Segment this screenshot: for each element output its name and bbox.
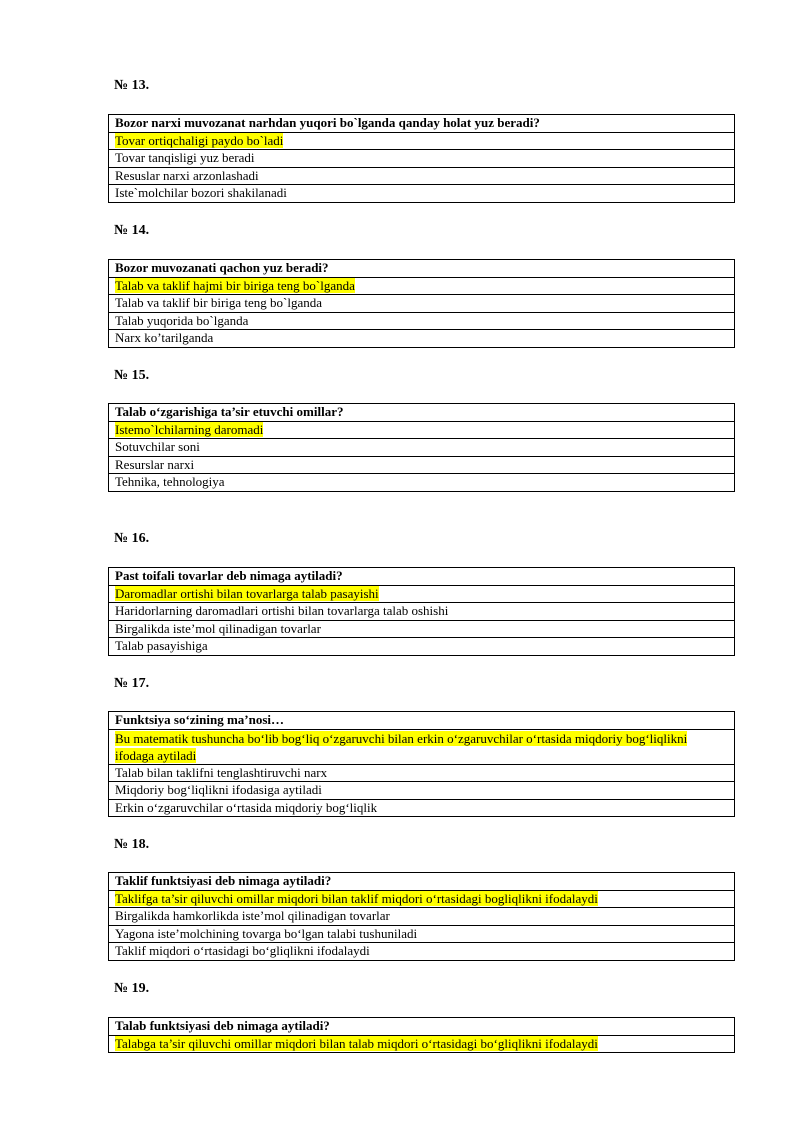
answer-option: Talab pasayishiga	[109, 638, 735, 656]
answer-option: Yagona iste’molchining tovarga bo‘lgan talabi tushuniladi	[109, 925, 735, 943]
question-number: № 14.	[114, 223, 150, 238]
answer-option: Talab yuqorida bo`lganda	[109, 312, 735, 330]
answer-option	[109, 421, 735, 439]
question-number: № 18.	[114, 837, 150, 852]
question-text: Funktsiya so‘zining ma’nosi…	[109, 712, 735, 730]
answer-option: Birgalikda iste’mol qilinadigan tovarlar	[109, 620, 735, 638]
question-number: № 13.	[114, 78, 150, 93]
question-number: № 15.	[114, 368, 150, 383]
answer-option: Erkin o‘zgaruvchilar o‘rtasida miqdoriy bog‘liqlik	[109, 799, 735, 817]
answer-option: Tovar tanqisligi yuz beradi	[109, 150, 735, 168]
answer-option	[109, 890, 735, 908]
answer-option: Resuslar narxi arzonlashadi	[109, 167, 735, 185]
question-table	[108, 872, 735, 961]
highlighted-answer-text: Taklifga ta’sir qiluvchi omillar miqdori bilan taklif miqdori o‘rtasidagi bogliqlikni ifodalaydi	[115, 890, 598, 906]
answer-option	[109, 729, 735, 764]
answer-option	[109, 1035, 735, 1053]
highlighted-answer-text: Talab va taklif hajmi bir biriga teng bo`lganda	[115, 277, 355, 293]
question-text: Bozor muvozanati qachon yuz beradi?	[109, 260, 735, 278]
highlighted-answer-text: Bu matematik tushuncha bo‘lib bog‘liq o‘zgaruvchi bilan erkin o‘zgaruvchilar o‘rtasida miqdoriy bog‘liqlikni ifodaga aytiladi	[115, 730, 688, 763]
answer-option	[109, 132, 735, 150]
highlighted-answer-text: Tovar ortiqchaligi paydo bo`ladi	[115, 132, 284, 148]
answer-option: Haridorlarning daromadlari ortishi bilan tovarlarga talab oshishi	[109, 603, 735, 621]
question-table	[108, 114, 735, 203]
answer-option: Talab bilan taklifni tenglashtiruvchi narx	[109, 764, 735, 782]
highlighted-answer-text: Istemo`lchilarning daromadi	[115, 421, 264, 437]
question-number: № 19.	[114, 981, 150, 996]
question-text: Talab funktsiyasi deb nimaga aytiladi?	[109, 1018, 735, 1036]
answer-option: Iste`molchilar bozori shakilanadi	[109, 185, 735, 203]
question-table	[108, 711, 735, 817]
answer-option: Birgalikda hamkorlikda iste’mol qilinadigan tovarlar	[109, 908, 735, 926]
question-table	[108, 259, 735, 348]
question-number: № 16.	[114, 531, 150, 546]
answer-option: Sotuvchilar soni	[109, 439, 735, 457]
question-number: № 17.	[114, 676, 150, 691]
question-table	[108, 403, 735, 492]
answer-option: Taklif miqdori o‘rtasidagi bo‘gliqlikni ifodalaydi	[109, 943, 735, 961]
answer-option: Resurslar narxi	[109, 456, 735, 474]
highlighted-answer-text: Talabga ta’sir qiluvchi omillar miqdori bilan talab miqdori o‘rtasidagi bo‘gliqlikni ifodalaydi	[115, 1035, 598, 1051]
question-table	[108, 567, 735, 656]
answer-option	[109, 277, 735, 295]
answer-option: Miqdoriy bog‘liqlikni ifodasiga aytiladi	[109, 782, 735, 800]
answer-option	[109, 585, 735, 603]
question-text: Talab o‘zgarishiga ta’sir etuvchi omillar?	[109, 404, 735, 422]
question-text: Taklif funktsiyasi deb nimaga aytiladi?	[109, 873, 735, 891]
question-text: Bozor narxi muvozanat narhdan yuqori bo`lganda qanday holat yuz beradi?	[109, 115, 735, 133]
answer-option: Narx ko’tarilganda	[109, 330, 735, 348]
answer-option: Talab va taklif bir biriga teng bo`lganda	[109, 295, 735, 313]
question-table	[108, 1017, 735, 1053]
question-text: Past toifali tovarlar deb nimaga aytiladi?	[109, 568, 735, 586]
answer-option: Tehnika, tehnologiya	[109, 474, 735, 492]
highlighted-answer-text: Daromadlar ortishi bilan tovarlarga talab pasayishi	[115, 585, 379, 601]
